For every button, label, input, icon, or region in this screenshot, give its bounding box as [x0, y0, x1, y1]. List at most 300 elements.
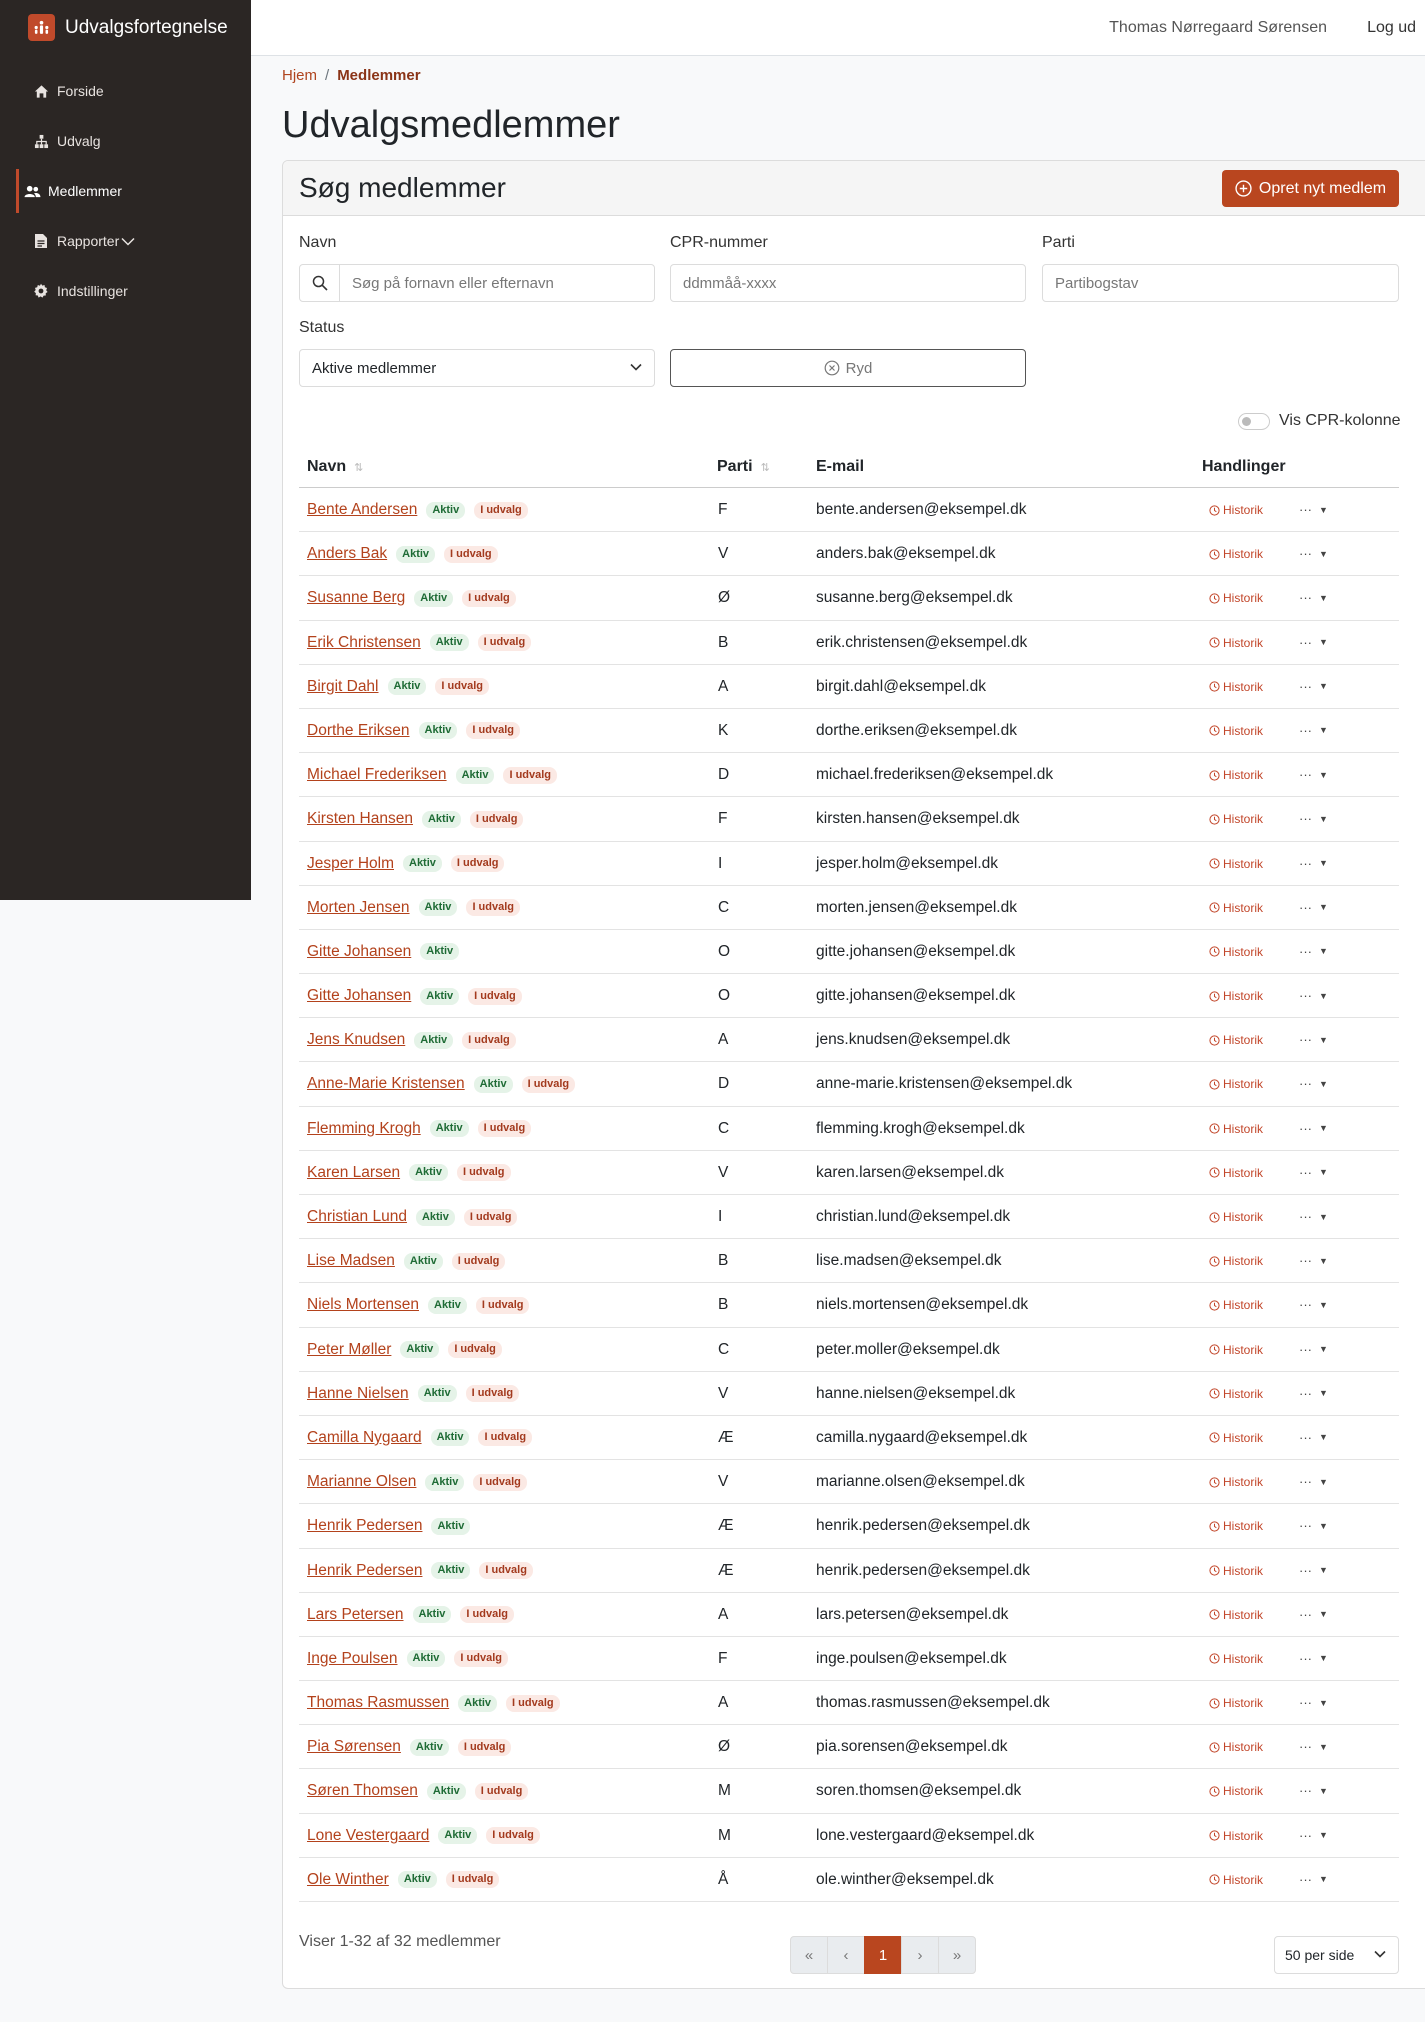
- more-actions-dropdown[interactable]: [1299, 723, 1328, 738]
- caret-down-icon: ▼: [1319, 1034, 1328, 1045]
- history-link-label: Historik: [1223, 591, 1264, 606]
- name-cell: [307, 545, 498, 563]
- more-actions-dropdown[interactable]: [1299, 1695, 1328, 1710]
- member-name-link[interactable]: Ole Winther: [307, 1870, 389, 1888]
- member-name-link[interactable]: Lone Vestergaard: [307, 1826, 430, 1844]
- status-badge-committee: I udvalg: [448, 1341, 502, 1358]
- toggle-switch[interactable]: [1238, 413, 1270, 430]
- status-badge-active: Aktiv: [420, 988, 459, 1005]
- members-table: [299, 444, 1399, 1902]
- history-link-label: Historik: [1223, 1298, 1264, 1313]
- history-link[interactable]: [1209, 1608, 1263, 1622]
- email-cell: flemming.krogh@eksempel.dk: [816, 1119, 1025, 1137]
- previous-page-button[interactable]: ‹: [827, 1936, 865, 1974]
- name-cell: [307, 1208, 517, 1226]
- member-name-link[interactable]: Erik Christensen: [307, 633, 421, 651]
- name-cell: [307, 501, 528, 519]
- more-actions-label: ···: [1299, 502, 1312, 517]
- more-actions-dropdown[interactable]: [1299, 1342, 1328, 1357]
- history-link[interactable]: [1209, 1784, 1263, 1798]
- clock-icon: [1209, 1167, 1223, 1178]
- party-cell: V: [718, 1473, 729, 1491]
- clock-icon: [1209, 681, 1223, 692]
- history-link-label: Historik: [1223, 1696, 1264, 1711]
- sitemap-icon: [32, 132, 50, 150]
- history-link[interactable]: [1209, 1210, 1263, 1224]
- member-name-link[interactable]: Bente Andersen: [307, 501, 418, 518]
- table-row: [299, 1062, 1399, 1106]
- member-name-link[interactable]: Hanne Nielsen: [307, 1384, 409, 1402]
- table-row: [299, 1416, 1399, 1460]
- status-badge-committee: I udvalg: [503, 767, 557, 784]
- new-member-button-label: Opret nyt medlem: [1258, 179, 1387, 197]
- home-icon: [32, 82, 50, 100]
- more-actions-dropdown[interactable]: [1299, 502, 1328, 517]
- status-badge-committee: I udvalg: [458, 1739, 512, 1756]
- clock-icon: [1209, 858, 1223, 869]
- status-badge-active: Aktiv: [400, 1341, 439, 1358]
- status-badge-committee: I udvalg: [451, 855, 505, 872]
- column-header-name-label: Navn: [307, 458, 347, 475]
- sidebar-item-rapporter[interactable]: [0, 216, 251, 266]
- status-badge-committee: I udvalg: [444, 546, 498, 563]
- clock-icon: [1209, 770, 1223, 781]
- status-badge-active: Aktiv: [458, 1695, 497, 1712]
- name-cell: [307, 678, 489, 696]
- sidebar-item-label: Forside: [57, 83, 104, 99]
- history-link[interactable]: [1209, 1033, 1263, 1047]
- more-actions-dropdown[interactable]: [1299, 590, 1328, 605]
- name-search-placeholder: Søg på fornavn eller efternavn: [352, 274, 554, 292]
- clear-button-label: Ryd: [845, 359, 873, 377]
- caret-down-icon: ▼: [1319, 1697, 1328, 1708]
- member-name-link[interactable]: Lise Madsen: [307, 1252, 395, 1270]
- history-link[interactable]: [1209, 989, 1263, 1003]
- status-badge-active: Aktiv: [410, 1739, 449, 1756]
- member-name-link[interactable]: Jesper Holm: [307, 854, 394, 872]
- member-name-link[interactable]: Michael Frederiksen: [307, 766, 447, 784]
- party-cell: C: [718, 1119, 730, 1137]
- party-cell: Ø: [718, 1738, 731, 1756]
- more-actions-dropdown[interactable]: [1299, 1121, 1328, 1136]
- email-cell: lars.petersen@eksempel.dk: [816, 1605, 1009, 1623]
- status-badge-committee: I udvalg: [470, 811, 524, 828]
- caret-down-icon: ▼: [1319, 946, 1328, 957]
- email-cell: susanne.berg@eksempel.dk: [816, 589, 1013, 607]
- member-name-link[interactable]: Niels Mortensen: [307, 1296, 419, 1314]
- more-actions-label: ···: [1299, 1164, 1312, 1180]
- pagination: [790, 1936, 976, 1974]
- sidebar-item-medlemmer[interactable]: [0, 166, 251, 216]
- column-header-party-label: Parti: [717, 458, 753, 475]
- history-link[interactable]: [1209, 901, 1263, 915]
- more-actions-dropdown[interactable]: [1299, 856, 1328, 871]
- email-cell: pia.sorensen@eksempel.dk: [816, 1738, 1008, 1756]
- name-cell: [307, 855, 504, 873]
- party-cell: O: [718, 942, 731, 960]
- history-link[interactable]: [1209, 1254, 1263, 1268]
- party-cell: Ø: [718, 589, 731, 607]
- member-name-link[interactable]: Marianne Olsen: [307, 1473, 417, 1491]
- party-cell: I: [718, 854, 723, 872]
- name-cell: [307, 1606, 514, 1624]
- clock-icon: [1209, 1432, 1223, 1443]
- party-cell: M: [718, 1826, 731, 1844]
- caret-down-icon: ▼: [1319, 725, 1328, 736]
- member-name-link[interactable]: Henrik Pedersen: [307, 1517, 423, 1535]
- status-badge-active: Aktiv: [422, 811, 461, 828]
- caret-down-icon: ▼: [1319, 1432, 1328, 1443]
- status-badge-active: Aktiv: [430, 1120, 469, 1137]
- party-cell: F: [718, 501, 728, 518]
- search-icon: [300, 265, 340, 301]
- history-link-label: Historik: [1223, 1386, 1264, 1401]
- name-search-input[interactable]: [299, 264, 655, 302]
- more-actions-dropdown[interactable]: [1299, 1828, 1328, 1843]
- party-cell: I: [718, 1208, 723, 1225]
- more-actions-dropdown[interactable]: [1299, 988, 1328, 1003]
- history-link[interactable]: [1209, 1740, 1263, 1754]
- per-page-select[interactable]: [1274, 1936, 1399, 1974]
- email-cell: camilla.nygaard@eksempel.dk: [816, 1428, 1028, 1446]
- more-actions-dropdown[interactable]: [1299, 767, 1328, 782]
- history-link-label: Historik: [1223, 723, 1264, 738]
- caret-down-icon: ▼: [1319, 1211, 1328, 1222]
- more-actions-dropdown[interactable]: [1299, 1607, 1328, 1622]
- more-actions-dropdown[interactable]: [1299, 635, 1328, 650]
- member-name-link[interactable]: Kirsten Hansen: [307, 810, 413, 828]
- status-badge-active: Aktiv: [438, 1827, 477, 1844]
- party-cell: B: [718, 1252, 729, 1270]
- party-cell: Æ: [718, 1561, 734, 1579]
- more-actions-dropdown[interactable]: [1299, 546, 1328, 561]
- clock-icon: [1209, 1256, 1223, 1267]
- more-actions-label: ···: [1299, 1032, 1312, 1048]
- email-cell: anne-marie.kristensen@eksempel.dk: [816, 1075, 1073, 1093]
- more-actions-dropdown[interactable]: [1299, 1386, 1328, 1401]
- status-badge-active: Aktiv: [428, 1297, 467, 1314]
- member-name-link[interactable]: Gitte Johansen: [307, 987, 412, 1005]
- more-actions-dropdown[interactable]: [1299, 1783, 1328, 1798]
- top-bar: [251, 0, 1425, 56]
- sidebar-item-label: Indstillinger: [57, 283, 128, 299]
- more-actions-label: ···: [1299, 1385, 1312, 1401]
- member-name-link[interactable]: Morten Jensen: [307, 898, 410, 916]
- clock-icon: [1209, 1874, 1223, 1885]
- history-link[interactable]: [1209, 680, 1263, 694]
- status-badge-committee: I udvalg: [464, 1209, 518, 1226]
- caret-down-icon: ▼: [1319, 1299, 1328, 1310]
- member-name-link[interactable]: Dorthe Eriksen: [307, 721, 410, 739]
- cpr-column-toggle[interactable]: [1238, 412, 1401, 430]
- status-badge-committee: I udvalg: [475, 1783, 529, 1800]
- more-actions-dropdown[interactable]: [1299, 1032, 1328, 1047]
- history-link[interactable]: [1209, 1475, 1263, 1489]
- history-link[interactable]: [1209, 636, 1263, 650]
- table-row: [299, 1725, 1399, 1769]
- member-name-link[interactable]: Peter Møller: [307, 1340, 392, 1358]
- more-actions-dropdown[interactable]: [1299, 679, 1328, 694]
- party-cell: A: [718, 1605, 729, 1623]
- status-badge-committee: I udvalg: [506, 1695, 560, 1712]
- breadcrumb-current: Medlemmer: [337, 67, 421, 84]
- email-cell: dorthe.eriksen@eksempel.dk: [816, 721, 1017, 739]
- table-header: [299, 444, 1399, 488]
- member-name-link[interactable]: Christian Lund: [307, 1208, 407, 1225]
- member-name-link[interactable]: Susanne Berg: [307, 589, 406, 607]
- status-badge-active: Aktiv: [425, 1474, 464, 1491]
- more-actions-label: ···: [1299, 722, 1312, 738]
- caret-down-icon: ▼: [1319, 1830, 1328, 1841]
- email-cell: jens.knudsen@eksempel.dk: [816, 1031, 1011, 1049]
- history-link[interactable]: [1209, 1298, 1263, 1312]
- name-cell: [307, 634, 531, 652]
- status-badge-committee: I udvalg: [486, 1827, 540, 1844]
- sidebar-item-indstillinger[interactable]: [0, 266, 251, 316]
- email-cell: gitte.johansen@eksempel.dk: [816, 942, 1016, 960]
- email-cell: lone.vestergaard@eksempel.dk: [816, 1826, 1035, 1844]
- member-name-link[interactable]: Inge Poulsen: [307, 1649, 398, 1667]
- more-actions-label: ···: [1299, 1827, 1312, 1843]
- member-name-link[interactable]: Henrik Pedersen: [307, 1561, 423, 1579]
- user-name[interactable]: Thomas Nørregaard Sørensen: [1109, 19, 1327, 36]
- brand-logo-icon: [28, 14, 55, 41]
- breadcrumb-home-link[interactable]: Hjem: [282, 67, 318, 84]
- member-name-link[interactable]: Anders Bak: [307, 545, 388, 563]
- status-badge-active: Aktiv: [431, 1562, 470, 1579]
- more-actions-dropdown[interactable]: [1299, 1076, 1328, 1091]
- table-row: [299, 886, 1399, 930]
- caret-down-icon: ▼: [1319, 1741, 1328, 1752]
- status-badge-active: Aktiv: [396, 546, 435, 563]
- name-cell: [307, 1429, 532, 1447]
- column-header-name[interactable]: [307, 458, 363, 476]
- clock-icon: [1209, 946, 1223, 957]
- history-link[interactable]: [1209, 1829, 1263, 1843]
- more-actions-label: ···: [1299, 1120, 1312, 1136]
- more-actions-label: ···: [1299, 1253, 1312, 1269]
- name-cell: [307, 766, 557, 784]
- email-cell: ole.winther@eksempel.dk: [816, 1870, 994, 1888]
- status-badge-committee: I udvalg: [478, 634, 532, 651]
- name-cell: [307, 1473, 527, 1491]
- caret-down-icon: ▼: [1319, 1874, 1328, 1885]
- member-name-link[interactable]: Søren Thomsen: [307, 1782, 418, 1800]
- first-page-button[interactable]: «: [790, 1936, 828, 1974]
- member-name-link[interactable]: Birgit Dahl: [307, 677, 379, 695]
- caret-down-icon: ▼: [1319, 1078, 1328, 1089]
- more-actions-dropdown[interactable]: [1299, 1739, 1328, 1754]
- status-badge-active: Aktiv: [388, 678, 427, 695]
- table-row: [299, 1814, 1399, 1858]
- more-actions-dropdown[interactable]: [1299, 1474, 1328, 1489]
- table-row: [299, 576, 1399, 620]
- history-link-label: Historik: [1223, 812, 1264, 827]
- name-label: Navn: [299, 234, 337, 251]
- clear-button[interactable]: [670, 349, 1026, 387]
- history-link[interactable]: [1209, 547, 1263, 561]
- status-badge-active: Aktiv: [407, 1650, 446, 1667]
- more-actions-label: ···: [1299, 988, 1312, 1004]
- more-actions-label: ···: [1299, 634, 1312, 650]
- column-header-party[interactable]: [717, 458, 770, 476]
- party-input[interactable]: Partibogstav: [1042, 264, 1399, 302]
- more-actions-label: ···: [1299, 811, 1312, 827]
- clock-icon: [1209, 991, 1223, 1002]
- history-link-label: Historik: [1223, 1563, 1264, 1578]
- history-link[interactable]: [1209, 591, 1263, 605]
- plus-circle-icon: [1235, 180, 1252, 197]
- cpr-input[interactable]: ddmmåå-xxxx: [670, 264, 1026, 302]
- email-cell: erik.christensen@eksempel.dk: [816, 633, 1028, 651]
- more-actions-dropdown[interactable]: [1299, 1430, 1328, 1445]
- caret-down-icon: ▼: [1319, 1653, 1328, 1664]
- table-row: [299, 797, 1399, 841]
- table-row: [299, 1195, 1399, 1239]
- email-cell: birgit.dahl@eksempel.dk: [816, 677, 986, 695]
- more-actions-label: ···: [1299, 1783, 1312, 1799]
- member-name-link[interactable]: Thomas Rasmussen: [307, 1694, 450, 1712]
- brand[interactable]: [0, 0, 251, 55]
- status-badge-committee: I udvalg: [460, 1606, 514, 1623]
- history-link[interactable]: [1209, 1166, 1263, 1180]
- more-actions-dropdown[interactable]: [1299, 1872, 1328, 1887]
- status-badge-active: Aktiv: [418, 1385, 457, 1402]
- name-cell: [307, 987, 522, 1005]
- member-name-link[interactable]: Karen Larsen: [307, 1163, 401, 1181]
- page-button-current[interactable]: 1: [864, 1936, 902, 1974]
- clock-icon: [1209, 1698, 1223, 1709]
- more-actions-dropdown[interactable]: [1299, 1297, 1328, 1312]
- history-link[interactable]: [1209, 768, 1263, 782]
- history-link-label: Historik: [1223, 1740, 1264, 1755]
- chevron-down-icon: [121, 237, 135, 246]
- more-actions-dropdown[interactable]: [1299, 811, 1328, 826]
- party-cell: Æ: [718, 1517, 734, 1535]
- table-row: [299, 1239, 1399, 1283]
- breadcrumb: [282, 67, 421, 84]
- more-actions-dropdown[interactable]: [1299, 1165, 1328, 1180]
- more-actions-dropdown[interactable]: [1299, 1209, 1328, 1224]
- sidebar-item-udvalg[interactable]: [0, 116, 251, 166]
- status-select-value: Aktive medlemmer: [312, 359, 437, 377]
- party-cell: F: [718, 1649, 728, 1667]
- history-link[interactable]: [1209, 945, 1263, 959]
- clock-icon: [1209, 1742, 1223, 1753]
- history-link-label: Historik: [1223, 679, 1264, 694]
- history-link[interactable]: [1209, 1696, 1263, 1710]
- member-name-link[interactable]: Lars Petersen: [307, 1605, 404, 1623]
- more-actions-label: ···: [1299, 899, 1312, 915]
- history-link-label: Historik: [1223, 547, 1264, 562]
- more-actions-label: ···: [1299, 943, 1312, 959]
- clock-icon: [1209, 1565, 1223, 1576]
- more-actions-label: ···: [1299, 1650, 1312, 1666]
- member-name-link[interactable]: Flemming Krogh: [307, 1119, 421, 1137]
- party-cell: A: [718, 1694, 729, 1712]
- history-link[interactable]: [1209, 724, 1263, 738]
- history-link[interactable]: [1209, 503, 1263, 517]
- name-cell: [307, 1120, 531, 1138]
- clock-icon: [1209, 1035, 1223, 1046]
- history-link[interactable]: [1209, 857, 1263, 871]
- name-cell: [307, 1694, 560, 1712]
- status-select[interactable]: [299, 349, 655, 387]
- member-name-link[interactable]: Jens Knudsen: [307, 1031, 406, 1049]
- member-name-link[interactable]: Pia Sørensen: [307, 1738, 401, 1756]
- clock-icon: [1209, 1079, 1223, 1090]
- column-header-actions: [1202, 458, 1286, 476]
- more-actions-dropdown[interactable]: [1299, 1563, 1328, 1578]
- toggle-knob: [1242, 417, 1251, 426]
- more-actions-dropdown[interactable]: [1299, 1518, 1328, 1533]
- logout-link[interactable]: Log ud: [1367, 19, 1416, 36]
- history-link[interactable]: [1209, 812, 1263, 826]
- more-actions-dropdown[interactable]: [1299, 944, 1328, 959]
- history-link[interactable]: [1209, 1564, 1263, 1578]
- email-cell: karen.larsen@eksempel.dk: [816, 1163, 1005, 1181]
- caret-down-icon: ▼: [1319, 637, 1328, 648]
- table-row: [299, 1107, 1399, 1151]
- chevron-down-icon: [1374, 1950, 1386, 1958]
- table-row: [299, 488, 1399, 532]
- caret-down-icon: ▼: [1319, 813, 1328, 824]
- history-link[interactable]: [1209, 1873, 1263, 1887]
- caret-down-icon: ▼: [1319, 1476, 1328, 1487]
- email-cell: marianne.olsen@eksempel.dk: [816, 1473, 1025, 1491]
- history-link[interactable]: [1209, 1343, 1263, 1357]
- more-actions-dropdown[interactable]: [1299, 1651, 1328, 1666]
- history-link[interactable]: [1209, 1431, 1263, 1445]
- member-name-link[interactable]: Anne-Marie Kristensen: [307, 1075, 465, 1093]
- more-actions-dropdown[interactable]: [1299, 1253, 1328, 1268]
- clock-icon: [1209, 902, 1223, 913]
- status-badge-committee: I udvalg: [476, 1297, 530, 1314]
- history-link-label: Historik: [1223, 944, 1264, 959]
- status-badge-active: Aktiv: [414, 590, 453, 607]
- more-actions-label: ···: [1299, 1739, 1312, 1755]
- status-badge-active: Aktiv: [409, 1164, 448, 1181]
- more-actions-label: ···: [1299, 1562, 1312, 1578]
- history-link[interactable]: [1209, 1077, 1263, 1091]
- email-cell: peter.moller@eksempel.dk: [816, 1340, 1000, 1358]
- sidebar-item-forside[interactable]: [0, 66, 251, 116]
- next-page-button[interactable]: ›: [901, 1936, 939, 1974]
- clock-icon: [1209, 814, 1223, 825]
- history-link[interactable]: [1209, 1519, 1263, 1533]
- more-actions-dropdown[interactable]: [1299, 900, 1328, 915]
- last-page-button[interactable]: »: [938, 1936, 976, 1974]
- member-name-link[interactable]: Gitte Johansen: [307, 942, 412, 960]
- party-cell: M: [718, 1782, 731, 1800]
- more-actions-label: ···: [1299, 1209, 1312, 1224]
- status-badge-active: Aktiv: [419, 899, 458, 916]
- status-badge-active: Aktiv: [431, 1429, 470, 1446]
- email-cell: soren.thomsen@eksempel.dk: [816, 1782, 1022, 1800]
- sidebar-item-label: Medlemmer: [48, 183, 122, 199]
- name-cell: [307, 1296, 529, 1314]
- history-link[interactable]: [1209, 1652, 1263, 1666]
- table-row: [299, 974, 1399, 1018]
- status-badge-active: Aktiv: [404, 1253, 443, 1270]
- column-header-email-label: E-mail: [816, 458, 865, 475]
- member-name-link[interactable]: Camilla Nygaard: [307, 1428, 422, 1446]
- history-link-label: Historik: [1223, 1651, 1264, 1666]
- history-link[interactable]: [1209, 1122, 1263, 1136]
- history-link[interactable]: [1209, 1387, 1263, 1401]
- status-badge-committee: I udvalg: [454, 1650, 508, 1667]
- new-member-button[interactable]: [1222, 170, 1399, 207]
